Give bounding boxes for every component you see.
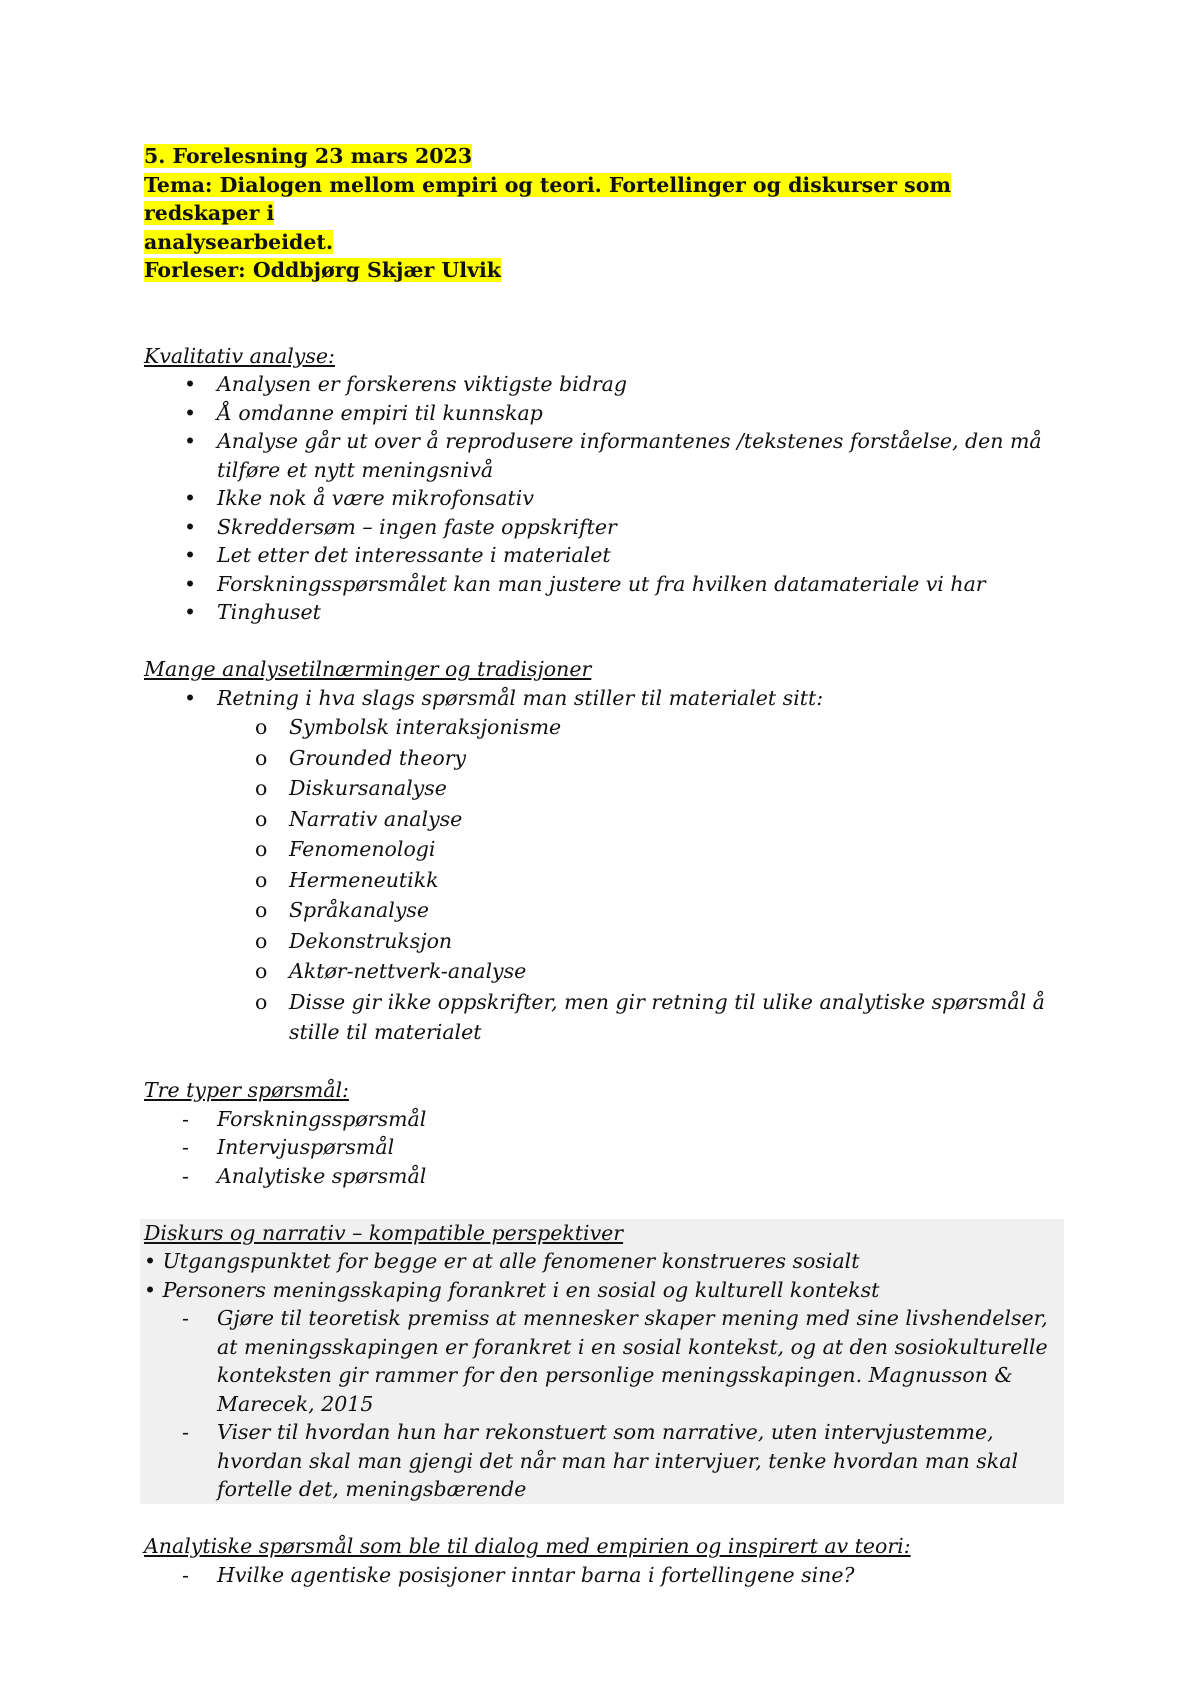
lecture-title: 5. Forelesning 23 mars 2023 xyxy=(144,144,473,168)
section-heading: Kvalitativ analyse: xyxy=(144,343,335,368)
dash-list xyxy=(144,1304,1064,1504)
list-item: • Analyse går ut over å reprodusere informantenes /tekstenes forståelse, den må tilføre et nytt meningsnivå xyxy=(184,429,1042,482)
lecture-header xyxy=(144,142,1064,285)
lecture-speaker: Forleser: Oddbjørg Skjær Ulvik xyxy=(144,258,501,282)
sub-list-item: o Disse gir ikke oppskrifter, men gir retning til ulike analytiske spørsmål å stille til materialet xyxy=(144,987,1064,1048)
list-item: • Skreddersøm – ingen faste oppskrifter xyxy=(144,513,1064,542)
circle-bullet-icon: o xyxy=(255,867,268,892)
circle-bullet-icon: o xyxy=(255,806,268,831)
dash-icon: - xyxy=(182,1135,189,1159)
list-item: • Analysen er forskerens viktigste bidrag xyxy=(144,370,1064,399)
bullet-list xyxy=(144,684,1064,713)
list-item: • Ikke nok å være mikrofonsativ xyxy=(144,484,1064,513)
bullet-icon: • xyxy=(184,429,197,453)
bullet-icon: • xyxy=(184,372,197,396)
list-item: - Gjøre til teoretisk premiss at mennesker skaper mening med sine livshendelser, at meningsskapingen er forankret i en sosial kontekst, og at den sosiokulturelle konteksten gir rammer for den personlige meningsskapingen. Magnusson & Marecek, 2015 xyxy=(182,1306,1048,1416)
sub-list-item: o Aktør-nettverk-analyse xyxy=(144,956,1064,987)
bullet-icon: • xyxy=(144,1277,157,1302)
dash-icon: - xyxy=(182,1562,189,1587)
inline-bullet-item: • Personers meningsskaping forankret i en sosial og kulturell kontekst xyxy=(144,1277,880,1302)
sub-list-item: o Narrativ analyse xyxy=(144,804,1064,835)
sub-list-item: o Dekonstruksjon xyxy=(144,926,1064,957)
section-heading: Tre typer spørsmål: xyxy=(144,1078,349,1102)
bullet-icon: • xyxy=(184,685,197,710)
list-item: - Viser til hvordan hun har rekonstuert som narrative, uten intervjustemme, hvordan skal man gjengi det når man har intervjuer, tenke hvordan man skal fortelle det, meningsbærende xyxy=(182,1420,1019,1501)
dash-icon: - xyxy=(182,1163,189,1188)
inline-bullet-item: • Utgangspunktet for begge er at alle fenomener konstrueres sosialt xyxy=(144,1249,860,1273)
bullet-icon: • xyxy=(184,486,197,510)
sub-list xyxy=(144,712,1064,1048)
list-item: - Intervjuspørsmål xyxy=(144,1133,1064,1162)
section-heading: Diskurs og narrativ – kompatible perspektiver xyxy=(144,1220,624,1245)
document-body xyxy=(144,142,1064,1618)
section-heading: Mange analysetilnærminger og tradisjoner xyxy=(144,657,592,681)
dash-icon: - xyxy=(182,1106,189,1131)
section-mange-analysetilnaerminger xyxy=(144,655,1064,1048)
list-item: • Let etter det interessante i materialet xyxy=(144,541,1064,570)
dash-list xyxy=(144,1105,1064,1191)
list-item: • Å omdanne empiri til kunnskap xyxy=(144,399,1064,428)
bullet-icon: • xyxy=(184,571,197,596)
list-item: • Retning i hva slags spørsmål man stiller til materialet sitt: xyxy=(144,684,1064,713)
circle-bullet-icon: o xyxy=(255,837,268,861)
section-kvalitativ-analyse xyxy=(144,342,1064,627)
bullet-icon: • xyxy=(184,543,197,567)
sub-list-item: o Språkanalyse xyxy=(144,895,1064,926)
circle-bullet-icon: o xyxy=(255,989,268,1014)
section-analytiske-sporsmal xyxy=(144,1532,1064,1589)
section-diskurs-narrativ xyxy=(140,1219,1064,1504)
list-item: - Hvilke agentiske posisjoner inntar barna i fortellingene sine? xyxy=(144,1561,1064,1590)
sub-list-item: o Fenomenologi xyxy=(144,834,1064,865)
bullet-icon: • xyxy=(184,400,197,425)
dash-icon: - xyxy=(182,1306,189,1330)
dash-list xyxy=(144,1561,1064,1590)
bullet-list xyxy=(144,370,1064,627)
circle-bullet-icon: o xyxy=(255,745,268,770)
section-heading: Analytiske spørsmål som ble til dialog med empirien og inspirert av teori: xyxy=(144,1534,911,1558)
bullet-icon: • xyxy=(144,1249,157,1273)
circle-bullet-icon: o xyxy=(255,898,268,922)
bullet-icon: • xyxy=(184,514,197,539)
lecture-topic-cont: analysearbeidet. xyxy=(144,229,333,254)
lecture-topic: Tema: Dialogen mellom empiri og teori. Fortellinger og diskurser som redskaper i xyxy=(144,172,952,225)
list-item: • Tinghuset xyxy=(144,598,1064,627)
bullet-icon: • xyxy=(184,600,197,624)
list-item: • Forskningsspørsmålet kan man justere ut fra hvilken datamateriale vi har xyxy=(144,570,1064,599)
sub-list-item: o Symbolsk interaksjonisme xyxy=(144,712,1064,743)
sub-list-item: o Grounded theory xyxy=(144,743,1064,774)
circle-bullet-icon: o xyxy=(255,959,268,983)
dash-icon: - xyxy=(182,1420,189,1444)
list-item: - Forskningsspørsmål xyxy=(144,1105,1064,1134)
circle-bullet-icon: o xyxy=(255,776,268,800)
section-tre-typer xyxy=(144,1076,1064,1190)
sub-list-item: o Hermeneutikk xyxy=(144,865,1064,896)
list-item: - Analytiske spørsmål xyxy=(144,1162,1064,1191)
circle-bullet-icon: o xyxy=(255,715,268,739)
sub-list-item: o Diskursanalyse xyxy=(144,773,1064,804)
circle-bullet-icon: o xyxy=(255,928,268,953)
